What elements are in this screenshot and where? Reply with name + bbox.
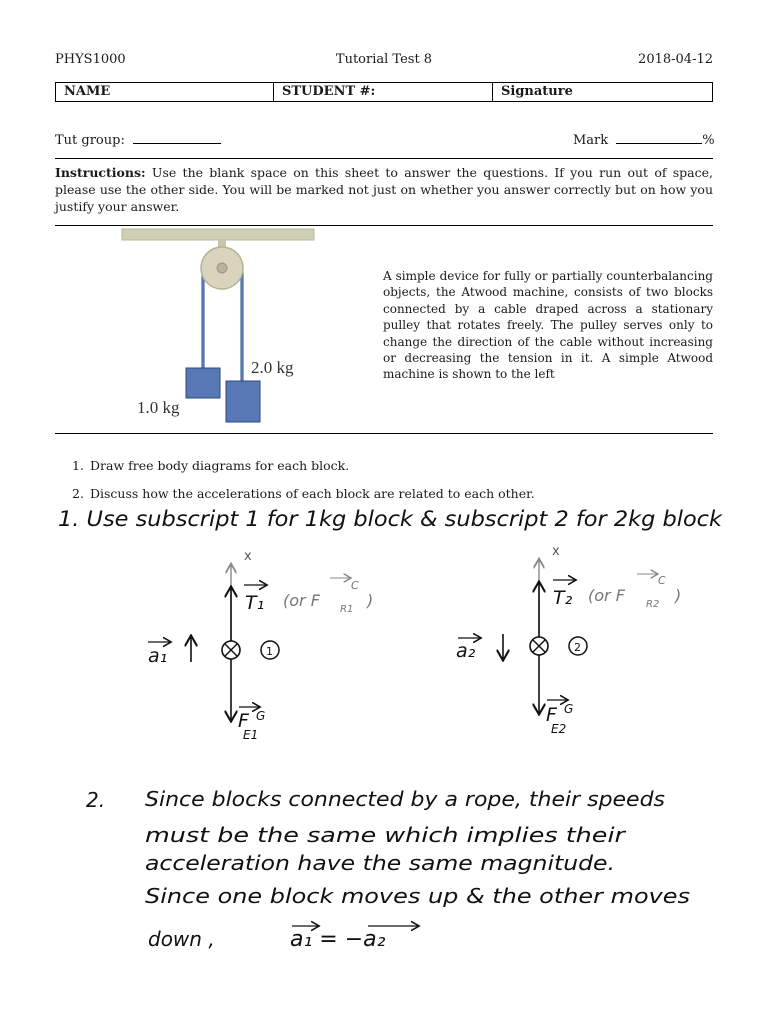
atwood-figure [122,229,314,422]
tension-label-1: T₁ [245,592,265,614]
answer2-number: 2. [86,788,106,812]
alt-label-2: (or F [588,586,625,605]
test-title: Tutorial Test 8 [335,52,433,67]
axis-label-2: x [552,544,560,559]
block-2kg [226,381,260,422]
question-number: 1. [72,458,84,473]
accel-label-2: a₂ [456,640,476,662]
axis-label-1: x [244,549,252,564]
atwood-description: A simple device for fully or partially counterbalancing objects, the Atwood machine, consists of two blocks connected by a cable draped across a stationary pulley that rotates freely. The pulley serves only to change the direction of the cable without increasing or decreasing the tension in it. A simple Atwood machine is shown to the left [383,269,713,382]
free-body-diagram-2 [458,560,660,713]
block-marker-1: 1 [266,645,273,658]
accel-label-1: a₁ [148,645,168,667]
signature-label: Signature [501,84,573,99]
alt-sub-2: R2 [646,599,660,610]
weight-label-2: F [546,704,557,726]
weight-sub-2: E2 [551,722,567,736]
tut-group-label: Tut group: [55,133,125,148]
weight-sup-2: G [564,702,574,716]
mark-percent: % [702,133,715,148]
mass-label-left: 1.0 kg [137,398,180,417]
course-code: PHYS1000 [55,52,126,67]
alt-close-2: ) [675,586,682,605]
answer2-equation: a₁ = −a₂ [290,927,386,952]
question-text: Discuss how the accelerations of each block are related to each other. [90,486,535,501]
answer2-line-3: acceleration have the same magnitude. [145,851,615,875]
ceiling-bar [122,229,314,240]
instructions-label: Instructions: [55,165,146,180]
weight-sup-1: G [256,709,266,723]
answer2-line-4: Since one block moves up & the other moves [145,884,690,908]
weight-sub-1: E1 [243,728,259,742]
tension-label-2: T₂ [553,587,573,609]
answer2-line-1: Since blocks connected by a rope, their speeds [145,787,665,811]
block-1kg [186,368,220,398]
mark-label: Mark [573,133,609,148]
question-text: Draw free body diagrams for each block. [90,458,350,473]
answer2-line-2: must be the same which implies their [145,823,628,847]
block-marker-2: 2 [574,641,581,654]
weight-label-1: F [238,710,249,732]
alt-close-1: ) [367,591,374,610]
mass-label-right: 2.0 kg [251,358,294,377]
alt-sub-1: R1 [340,604,354,615]
alt-sup-1: C [351,579,359,592]
answer2-line-5: down , [148,927,215,951]
free-body-diagram-1 [148,565,350,720]
alt-sup-2: C [658,574,666,587]
alt-label-1: (or F [283,591,320,610]
answer1-heading: 1. Use subscript 1 for 1kg block & subscript 2 for 2kg block [58,507,723,531]
student-number-label: STUDENT #: [282,84,376,99]
test-date: 2018-04-12 [638,52,713,67]
instructions-text: Use the blank space on this sheet to answer the questions. If you run out of space, please use the other side. You will be marked not just on whether you answer correctly but on how you justify your answer. [55,165,713,214]
pulley-axle [217,263,227,273]
question-number: 2. [72,486,84,501]
name-label: NAME [64,84,111,99]
